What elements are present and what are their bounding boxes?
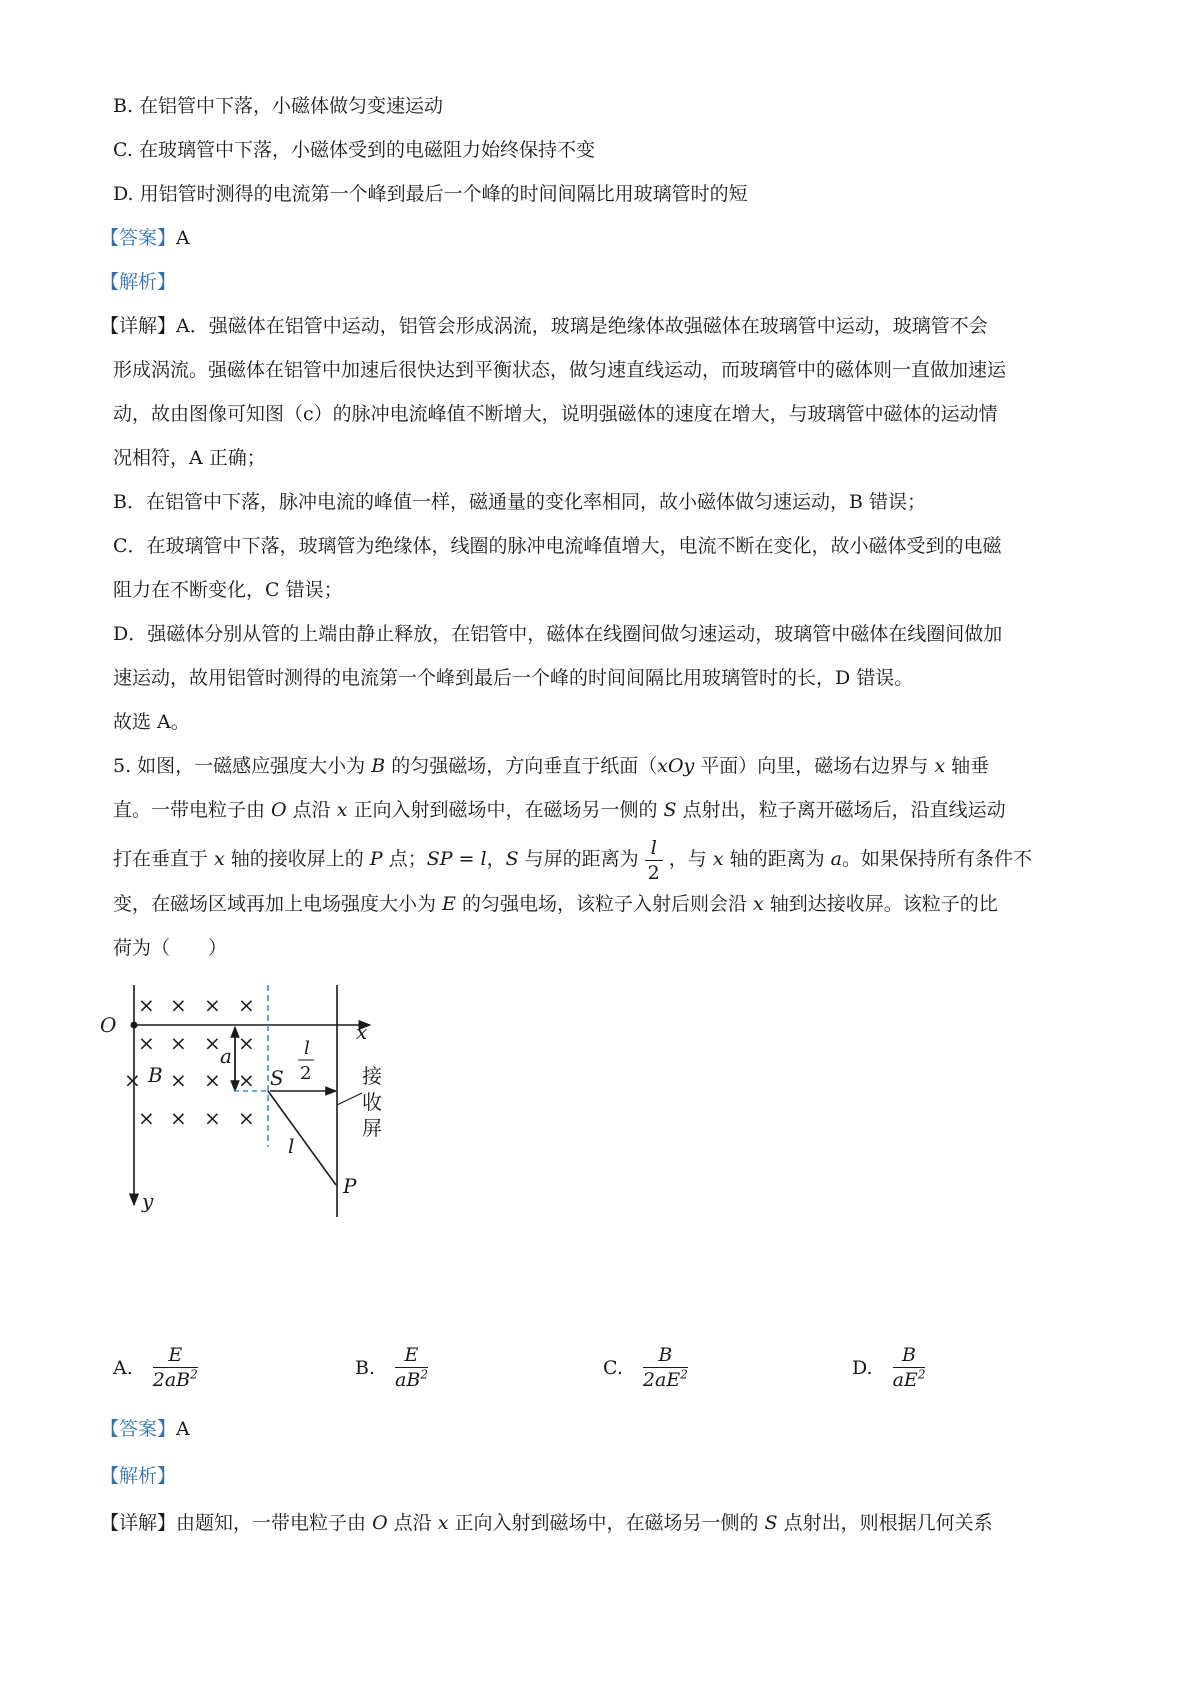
q5-stem-line-1: 5. 如图，一磁感应强度大小为 B 的匀强磁场，方向垂直于纸面（xOy 平面）向里，磁场右边界与 x 轴垂 [113,755,990,777]
q4-detail-line-4: 况相符，A 正确； [113,447,266,469]
choice-a: A. $\frac{E}{2aB^2}$ [113,1344,198,1391]
origin-dot [131,1022,138,1029]
screen-label-1: 接 [362,1064,382,1088]
cross: × [170,993,187,1017]
detail-tag: 【详解】 [100,1512,177,1534]
cross: × [204,993,221,1017]
q5-analysis-tag: 【解析】 [100,1465,177,1487]
cross: × [238,1106,255,1130]
q4-conclusion: 故选 A。 [113,711,190,733]
q5-answer [100,1415,1090,1443]
cross: × [204,1031,221,1055]
q4-analysis-tag: 【解析】 [100,271,177,293]
cross: × [238,993,255,1017]
cross: × [124,1068,141,1092]
q4-detail-line-1: 【详解】A．强磁体在铝管中运动，铝管会形成涡流，玻璃是绝缘体故强磁体在玻璃管中运动，玻璃管不会 [100,315,988,337]
cross: × [170,1106,187,1130]
cross: × [204,1106,221,1130]
distance-a-label: a [220,1044,232,1068]
field-label: B [148,1063,163,1087]
magnetic-field-diagram [100,965,440,1225]
cross: × [238,1068,255,1092]
cross: × [204,1068,221,1092]
q5-stem-line-5: 荷为（ ） [113,937,228,959]
q5-stem-line-2: 直。一带电粒子由 O 点沿 x 正向入射到磁场中，在磁场另一侧的 S 点射出，粒子离开磁场后，沿直线运动 [113,799,1006,821]
q5-detail-line-1: 【详解】由题知，一带电粒子由 O 点沿 x 正向入射到磁场中，在磁场另一侧的 S 点射出，则根据几何关系 [100,1512,993,1534]
trajectory-sp [268,1091,336,1185]
answer-tag: 【答案】 [100,227,177,249]
screen-label-2: 收 [362,1090,382,1114]
q4-detail-d-1: D．强磁体分别从管的上端由静止释放，在铝管中，磁体在线圈间做匀速运动，玻璃管中磁体在线圈间做加 [113,623,1003,645]
cross: × [138,1106,155,1130]
cross: × [138,993,155,1017]
answer-tag: 【答案】 [100,1418,177,1440]
cross: × [138,1031,155,1055]
q4-detail-c-1: C．在玻璃管中下落，玻璃管为绝缘体，线圈的脉冲电流峰值增大，电流不断在变化，故小磁体受到的电磁 [113,535,1002,557]
y-axis-label: y [142,1189,154,1213]
q5-stem-line-4: 变，在磁场区域再加上电场强度大小为 E 的匀强电场，该粒子入射后则会沿 x 轴到达接收屏。该粒子的比 [113,893,998,915]
q4-option-c: C. 在玻璃管中下落，小磁体受到的电磁阻力始终保持不变 [113,139,595,161]
point-p-label: P [343,1174,357,1198]
half-l-den: 2 [300,1063,312,1084]
half-l-num: l [304,1038,310,1059]
q4-option-b: B. 在铝管中下落，小磁体做匀变速运动 [113,95,444,117]
cross: × [170,1031,187,1055]
q4-answer [100,224,1090,252]
cross: × [170,1068,187,1092]
point-s-label: S [270,1066,284,1090]
q4-detail-line-2: 形成涡流。强磁体在铝管中加速后很快达到平衡状态，做匀速直线运动，而玻璃管中的磁体则一直做加速运 [113,359,1007,381]
choice-d: D. $\frac{B}{aE^2}$ [852,1344,926,1391]
screen-pointer [337,1093,362,1105]
fraction-l-over-2: $\frac{l}{2}$ [645,836,663,885]
q4-option-d: D. 用铝管时测得的电流第一个峰到最后一个峰的时间间隔比用玻璃管时的短 [113,183,748,205]
choice-c: C. $\frac{B}{2aE^2}$ [603,1344,688,1391]
answer-value: A [176,1418,190,1440]
q4-detail-line-3: 动，故由图像可知图（c）的脉冲电流峰值不断增大，说明强磁体的速度在增大，与玻璃管中磁体的运动情 [113,403,998,425]
q4-detail-c-2: 阻力在不断变化，C 错误； [113,579,343,601]
detail-tag: 【详解】 [100,315,177,337]
length-l-label: l [288,1134,295,1158]
origin-label: O [100,1013,117,1037]
q4-detail-b: B．在铝管中下落，脉冲电流的峰值一样，磁通量的变化率相同，故小磁体做匀速运动，B 错误； [113,491,926,513]
x-axis-label: x [356,1020,368,1044]
q5-stem-line-3: 打在垂直于 x 轴的接收屏上的 P 点；SP = l，S 与屏的距离为 $\frac{l}{2}$ ，与 x 轴的距离为 a。如果保持所有条件不 [113,836,1032,884]
answer-value: A [176,227,190,249]
q4-detail-d-2: 速运动，故用铝管时测得的电流第一个峰到最后一个峰的时间间隔比用玻璃管时的长，D 错误。 [113,667,914,689]
screen-label-3: 屏 [362,1116,382,1140]
choice-b: B. $\frac{E}{aB^2}$ [355,1344,428,1391]
cross: × [238,1031,255,1055]
